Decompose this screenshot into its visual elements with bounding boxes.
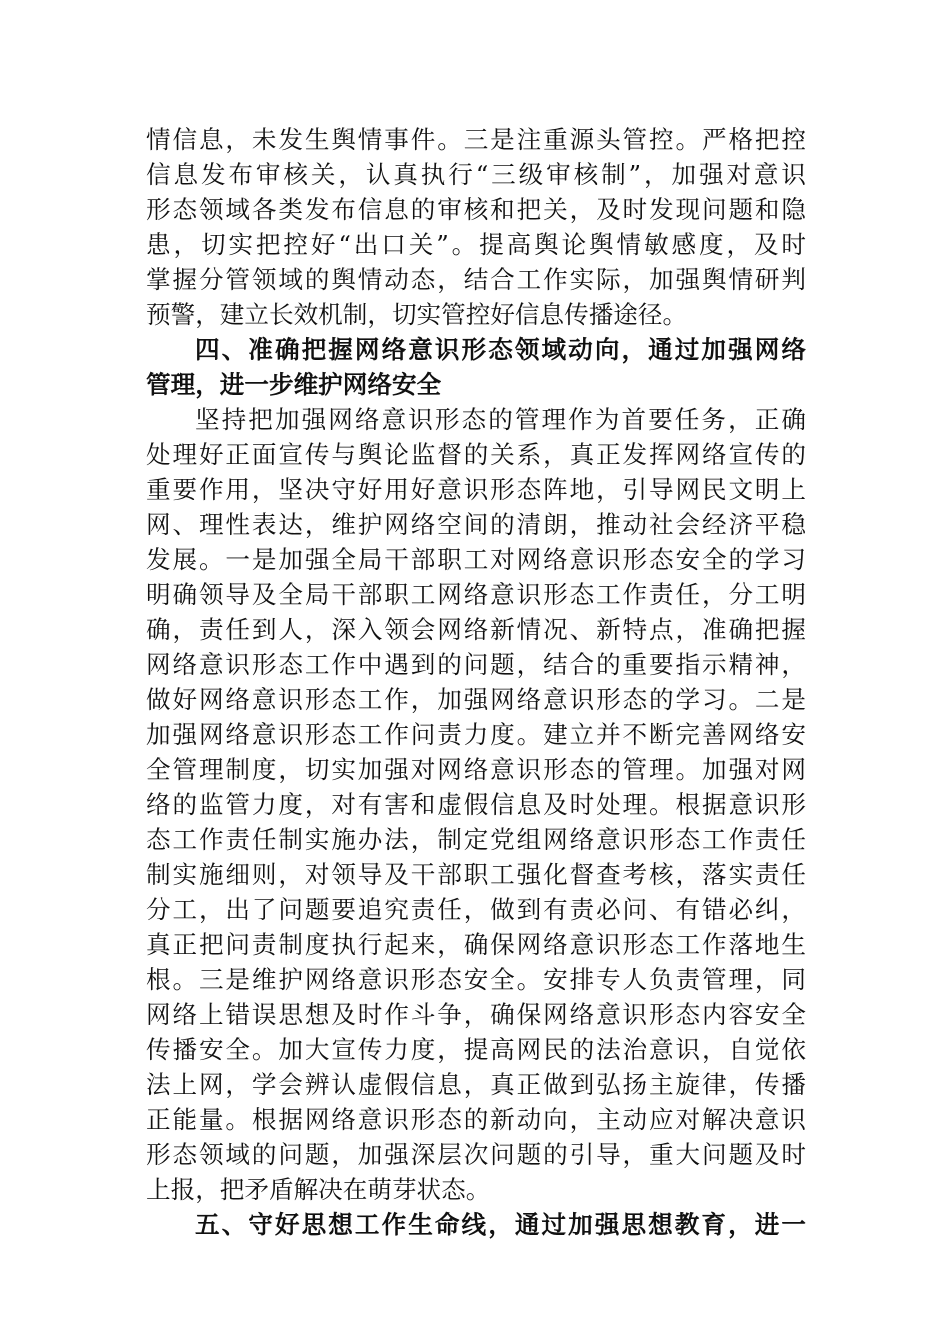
text-line: 正能量。根据网络意识形态的新动向，主动应对解决意识 — [146, 1105, 806, 1134]
text-line: 形态领域的问题，加强深层次问题的引导，重大问题及时 — [146, 1140, 806, 1169]
text-line: 分工，出了问题要追究责任，做到有责必问、有错必纠， — [146, 895, 806, 924]
text-line: 掌握分管领域的舆情动态，结合工作实际，加强舆情研判 — [146, 265, 806, 294]
text-line: 真正把问责制度执行起来，确保网络意识形态工作落地生 — [146, 930, 806, 959]
text-line: 加强网络意识形态工作问责力度。建立并不断完善网络安 — [146, 720, 806, 749]
text-line: 情信息，未发生舆情事件。三是注重源头管控。严格把控 — [146, 125, 806, 154]
text-line: 态工作责任制实施办法，制定党组网络意识形态工作责任 — [146, 825, 806, 854]
heading-line: 四、准确把握网络意识形态领域动向，通过加强网络 — [195, 335, 806, 364]
text-line: 明确领导及全局干部职工网络意识形态工作责任，分工明 — [146, 580, 806, 609]
text-line: 网、理性表达，维护网络空间的清朗，推动社会经济平稳 — [146, 510, 806, 539]
text-line: 网络上错误思想及时作斗争，确保网络意识形态内容安全 — [146, 1000, 806, 1029]
text-line: 全管理制度，切实加强对网络意识形态的管理。加强对网 — [146, 755, 806, 784]
text-line: 根。三是维护网络意识形态安全。安排专人负责管理，同 — [146, 965, 806, 994]
heading-line: 五、守好思想工作生命线，通过加强思想教育，进一 — [195, 1210, 806, 1239]
text-line: 患，切实把控好“出口关”。提高舆论舆情敏感度，及时 — [146, 230, 806, 259]
text-line: 预警，建立长效机制，切实管控好信息传播途径。 — [146, 300, 688, 329]
text-line: 确，责任到人，深入领会网络新情况、新特点，准确把握 — [146, 615, 806, 644]
text-line: 形态领域各类发布信息的审核和把关，及时发现问题和隐 — [146, 195, 806, 224]
text-line: 重要作用，坚决守好用好意识形态阵地，引导网民文明上 — [146, 475, 806, 504]
text-line: 发展。一是加强全局干部职工对网络意识形态安全的学习 — [146, 545, 806, 574]
text-line: 做好网络意识形态工作，加强网络意识形态的学习。二是 — [146, 685, 806, 714]
text-line: 传播安全。加大宣传力度，提高网民的法治意识，自觉依 — [146, 1035, 806, 1064]
text-line: 上报，把矛盾解决在萌芽状态。 — [146, 1175, 491, 1204]
text-line: 网络意识形态工作中遇到的问题，结合的重要指示精神， — [146, 650, 806, 679]
text-line: 法上网，学会辨认虚假信息，真正做到弘扬主旋律，传播 — [146, 1070, 806, 1099]
text-line: 处理好正面宣传与舆论监督的关系，真正发挥网络宣传的 — [146, 440, 806, 469]
heading-line: 管理，进一步维护网络安全 — [146, 370, 442, 399]
text-line: 络的监管力度，对有害和虚假信息及时处理。根据意识形 — [146, 790, 806, 819]
text-line: 坚持把加强网络意识形态的管理作为首要任务，正确 — [195, 405, 806, 434]
text-line: 信息发布审核关，认真执行“三级审核制”，加强对意识 — [146, 160, 806, 189]
text-line: 制实施细则，对领导及干部职工强化督查考核，落实责任 — [146, 860, 806, 889]
